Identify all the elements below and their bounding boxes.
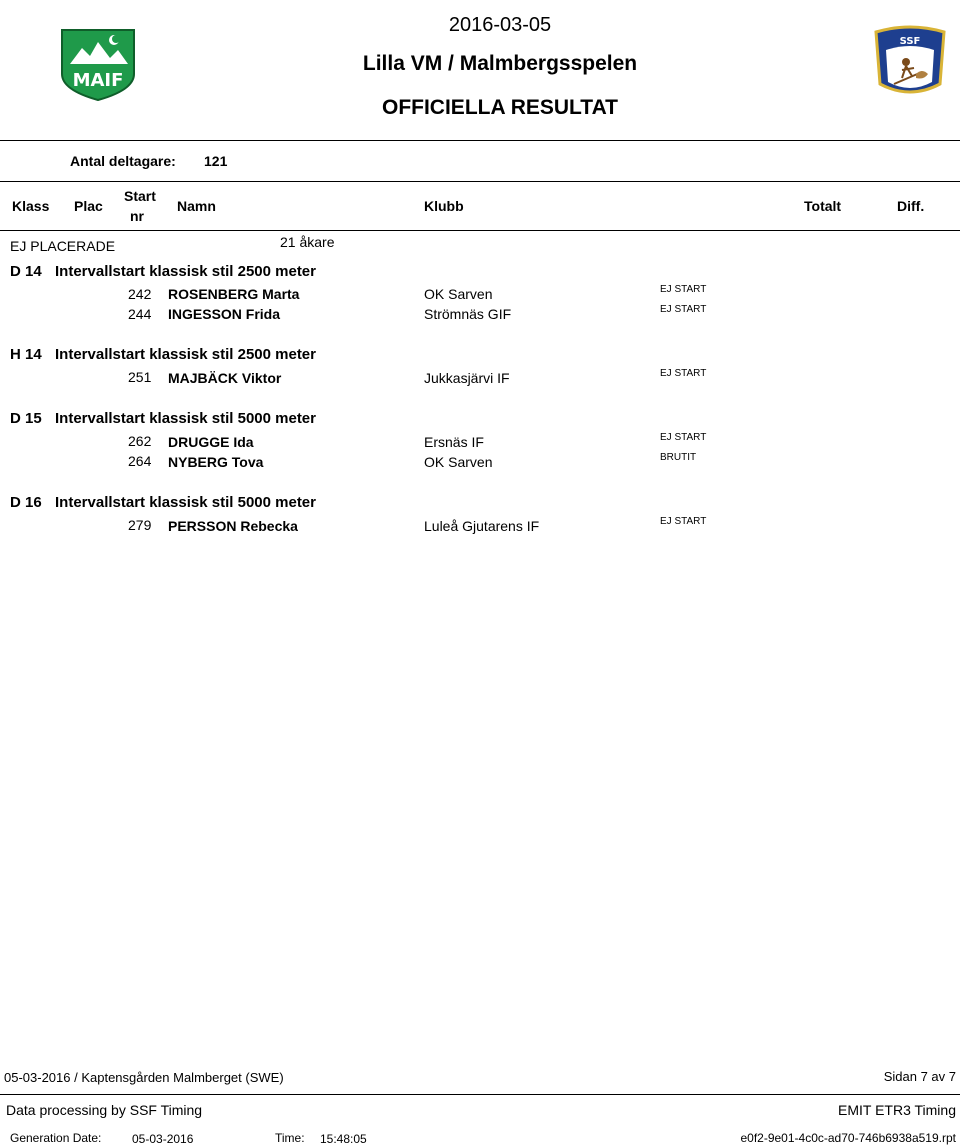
class-description: Intervallstart klassisk stil 5000 meter bbox=[55, 410, 316, 427]
start-number: 279 bbox=[128, 517, 152, 533]
club-name: OK Sarven bbox=[424, 286, 493, 302]
club-name: OK Sarven bbox=[424, 454, 493, 470]
class-description: Intervallstart klassisk stil 5000 meter bbox=[55, 494, 316, 511]
result-title: OFFICIELLA RESULTAT bbox=[381, 96, 619, 119]
class-code: D 15 bbox=[10, 410, 42, 427]
competitor-name: NYBERG Tova bbox=[168, 454, 264, 470]
maif-logo-text: MAIF bbox=[72, 70, 124, 91]
competitor-name: ROSENBERG Marta bbox=[168, 286, 300, 302]
col-totalt: Totalt bbox=[804, 198, 842, 214]
start-number: 242 bbox=[128, 286, 152, 302]
result-status: EJ START bbox=[660, 284, 707, 295]
report-date: 2016-03-05 bbox=[448, 14, 552, 36]
footer-venue: 05-03-2016 / Kaptensgården Malmberget (SWE) bbox=[4, 1070, 284, 1085]
footer-page-number: Sidan 7 av 7 bbox=[883, 1069, 956, 1084]
footer-generation-date: 05-03-2016 bbox=[132, 1132, 194, 1146]
col-klass: Klass bbox=[12, 198, 50, 214]
club-name: Luleå Gjutarens IF bbox=[424, 518, 540, 534]
footer-time-label: Time: bbox=[275, 1131, 305, 1145]
start-number: 262 bbox=[128, 433, 152, 449]
class-code: H 14 bbox=[10, 346, 42, 363]
participants-label: Antal deltagare: bbox=[70, 153, 176, 169]
footer-generation-label: Generation Date: bbox=[10, 1131, 102, 1145]
competitor-name: MAJBÄCK Viktor bbox=[168, 370, 282, 386]
club-name: Ersnäs IF bbox=[424, 434, 484, 450]
footer-processing: Data processing by SSF Timing bbox=[6, 1102, 203, 1118]
col-start-line1: Start bbox=[124, 188, 156, 204]
footer-report-file: e0f2-9e01-4c0c-ad70-746b6938a519.rpt bbox=[740, 1131, 956, 1145]
footer-rule bbox=[0, 1094, 960, 1095]
competitor-name: DRUGGE Ida bbox=[168, 434, 254, 450]
result-status: BRUTIT bbox=[660, 452, 697, 463]
class-description: Intervallstart klassisk stil 2500 meter bbox=[55, 263, 316, 280]
competitor-name: INGESSON Frida bbox=[168, 306, 281, 322]
class-code: D 14 bbox=[10, 263, 42, 280]
competitor-name: PERSSON Rebecka bbox=[168, 518, 298, 534]
start-number: 264 bbox=[128, 453, 152, 469]
result-status: EJ START bbox=[660, 516, 707, 527]
result-status: EJ START bbox=[660, 432, 707, 443]
col-klubb: Klubb bbox=[424, 198, 464, 214]
col-namn: Namn bbox=[177, 198, 216, 214]
event-title: Lilla VM / Malmbergsspelen bbox=[362, 52, 638, 75]
footer-system: EMIT ETR3 Timing bbox=[838, 1102, 956, 1118]
club-name: Jukkasjärvi IF bbox=[424, 370, 510, 386]
club-name: Strömnäs GIF bbox=[424, 306, 512, 322]
class-description: Intervallstart klassisk stil 2500 meter bbox=[55, 346, 316, 363]
maif-logo bbox=[58, 26, 138, 102]
column-header-top-rule bbox=[0, 181, 960, 182]
footer-time: 15:48:05 bbox=[320, 1132, 367, 1146]
ssf-logo-text: SSF bbox=[899, 36, 921, 47]
ssf-logo bbox=[872, 24, 948, 102]
col-start-line2: nr bbox=[130, 208, 144, 224]
class-code: D 16 bbox=[10, 494, 42, 511]
result-status: EJ START bbox=[660, 368, 707, 379]
start-number: 244 bbox=[128, 306, 152, 322]
section-title: EJ PLACERADE bbox=[10, 238, 116, 254]
column-header-bottom-rule bbox=[0, 230, 960, 231]
col-diff: Diff. bbox=[897, 198, 925, 214]
result-status: EJ START bbox=[660, 304, 707, 315]
col-plac: Plac bbox=[74, 198, 103, 214]
section-count: 21 åkare bbox=[280, 234, 335, 250]
start-number: 251 bbox=[128, 369, 152, 385]
participants-count: 121 bbox=[204, 153, 228, 169]
header-divider bbox=[0, 140, 960, 141]
